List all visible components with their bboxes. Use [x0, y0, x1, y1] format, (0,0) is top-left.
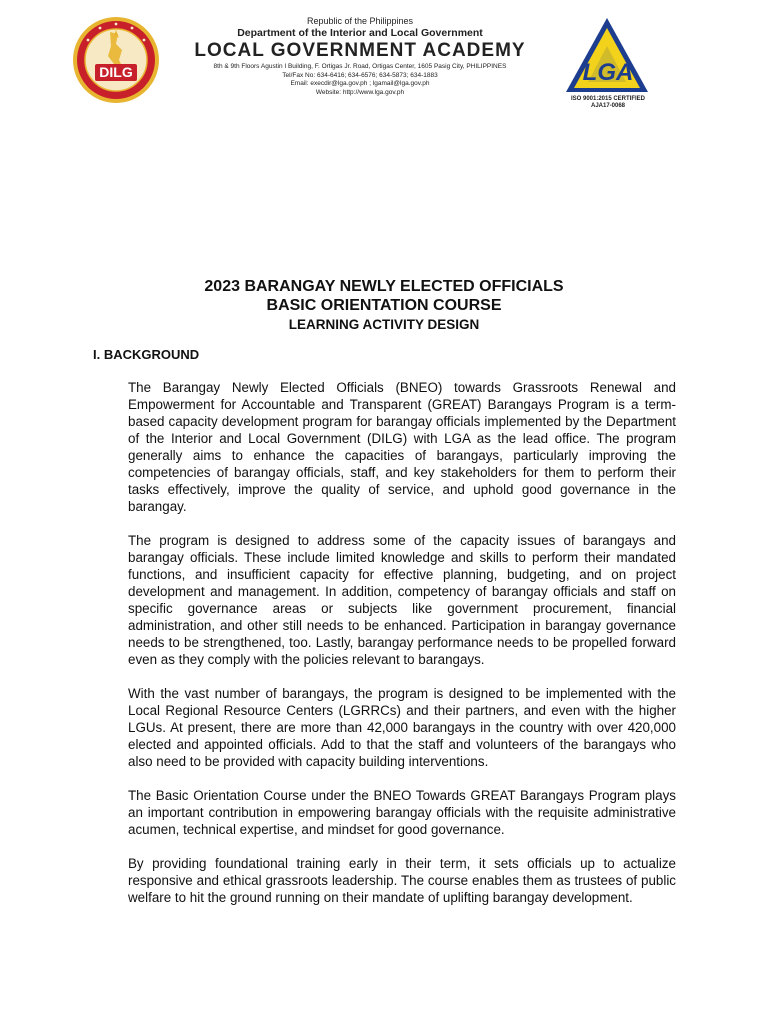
iso-certification [548, 96, 668, 110]
telfax-line: Tel/Fax No: 634-6416; 634-6576; 634-5873; 634-1883 [282, 71, 438, 79]
letterhead-text [170, 16, 550, 97]
title-line-1: 2023 BARANGAY NEWLY ELECTED OFFICIALS [204, 278, 564, 295]
section-heading: I. BACKGROUND [93, 347, 200, 362]
iso-line-2: AJA17-0068 [590, 103, 626, 109]
paragraph: The Basic Orientation Course under the BNEO Towards GREAT Barangays Program plays an important contribution in empowering barangay officials with the requisite administrative acumen, technical expertise, and mindset for good governance. [128, 788, 676, 837]
paragraph: With the vast number of barangays, the program is designed to be implemented with the Local Regional Resource Centers (LGRRCs) and their partners, and even with the higher LGUs. At present, there are more than 42,000 barangays in the country with over 420,000 elected and appointed officials. Add to that the staff and volunteers of the barangays who also need to be provided with capacity building interventions. [128, 686, 676, 769]
academy-name: LOCAL GOVERNMENT ACADEMY [194, 40, 526, 61]
email-line: Email: execdir@lga.gov.ph ; lgamail@lga.gov.ph [290, 80, 430, 87]
title-line-2: BASIC ORIENTATION COURSE [266, 297, 502, 314]
paragraph: The Barangay Newly Elected Officials (BNEO) towards Grassroots Renewal and Empowerment for Accountable and Transparent (GREAT) Barangays Program is a term-based capacity development program for barangay officials implemented by the Department of the Interior and Local Government (DILG) with LGA as the lead office. The program generally aims to enhance the capacities of barangays, particularly improving the competencies of barangay officials, staff, and key stakeholders for them to perform their tasks effectively, improve the quality of service, and uphold good governance in the barangay. [128, 380, 676, 514]
department-line: Department of the Interior and Local Government [237, 27, 483, 39]
republic-line: Republic of the Philippines [306, 16, 414, 26]
document-title [0, 277, 768, 333]
letterhead-header [0, 0, 768, 130]
dilg-seal-text: DILG [99, 64, 133, 80]
lga-logo-text: LGA [582, 59, 634, 86]
lga-triangle-logo-icon [564, 16, 650, 94]
paragraph: By providing foundational training early in their term, it sets officials up to actualize responsive and ethical grassroots leadership. The course enables them as trustees of public welfare to hit the ground running on their mandate of uplifting barangay development. [128, 856, 676, 905]
dilg-seal-icon [72, 16, 160, 104]
iso-line-1: ISO 9001:2015 CERTIFIED [570, 96, 646, 102]
background-body [128, 379, 676, 923]
website-line: Website: http://www.lga.gov.ph [315, 88, 405, 96]
paragraph: The program is designed to address some of the capacity issues of barangays and barangay officials. These include limited knowledge and skills to perform their mandated functions, and insufficient capacity for effective planning, budgeting, and on project development and management. In addition, competency of barangay officials and staff on specific governance areas or subjects like government procurement, financial administration, and other still needs to be enhanced. Participation in barangay governance needs to be strengthened, too. Lastly, barangay performance needs to be propelled forward even as they comply with the policies relevant to barangays. [128, 533, 676, 667]
title-line-3: LEARNING ACTIVITY DESIGN [288, 317, 480, 332]
address-line: 8th & 9th Floors Agustin I Building, F. Ortigas Jr. Road, Ortigas Center, 1605 Pasig City, PHILIPPINES [213, 63, 507, 70]
